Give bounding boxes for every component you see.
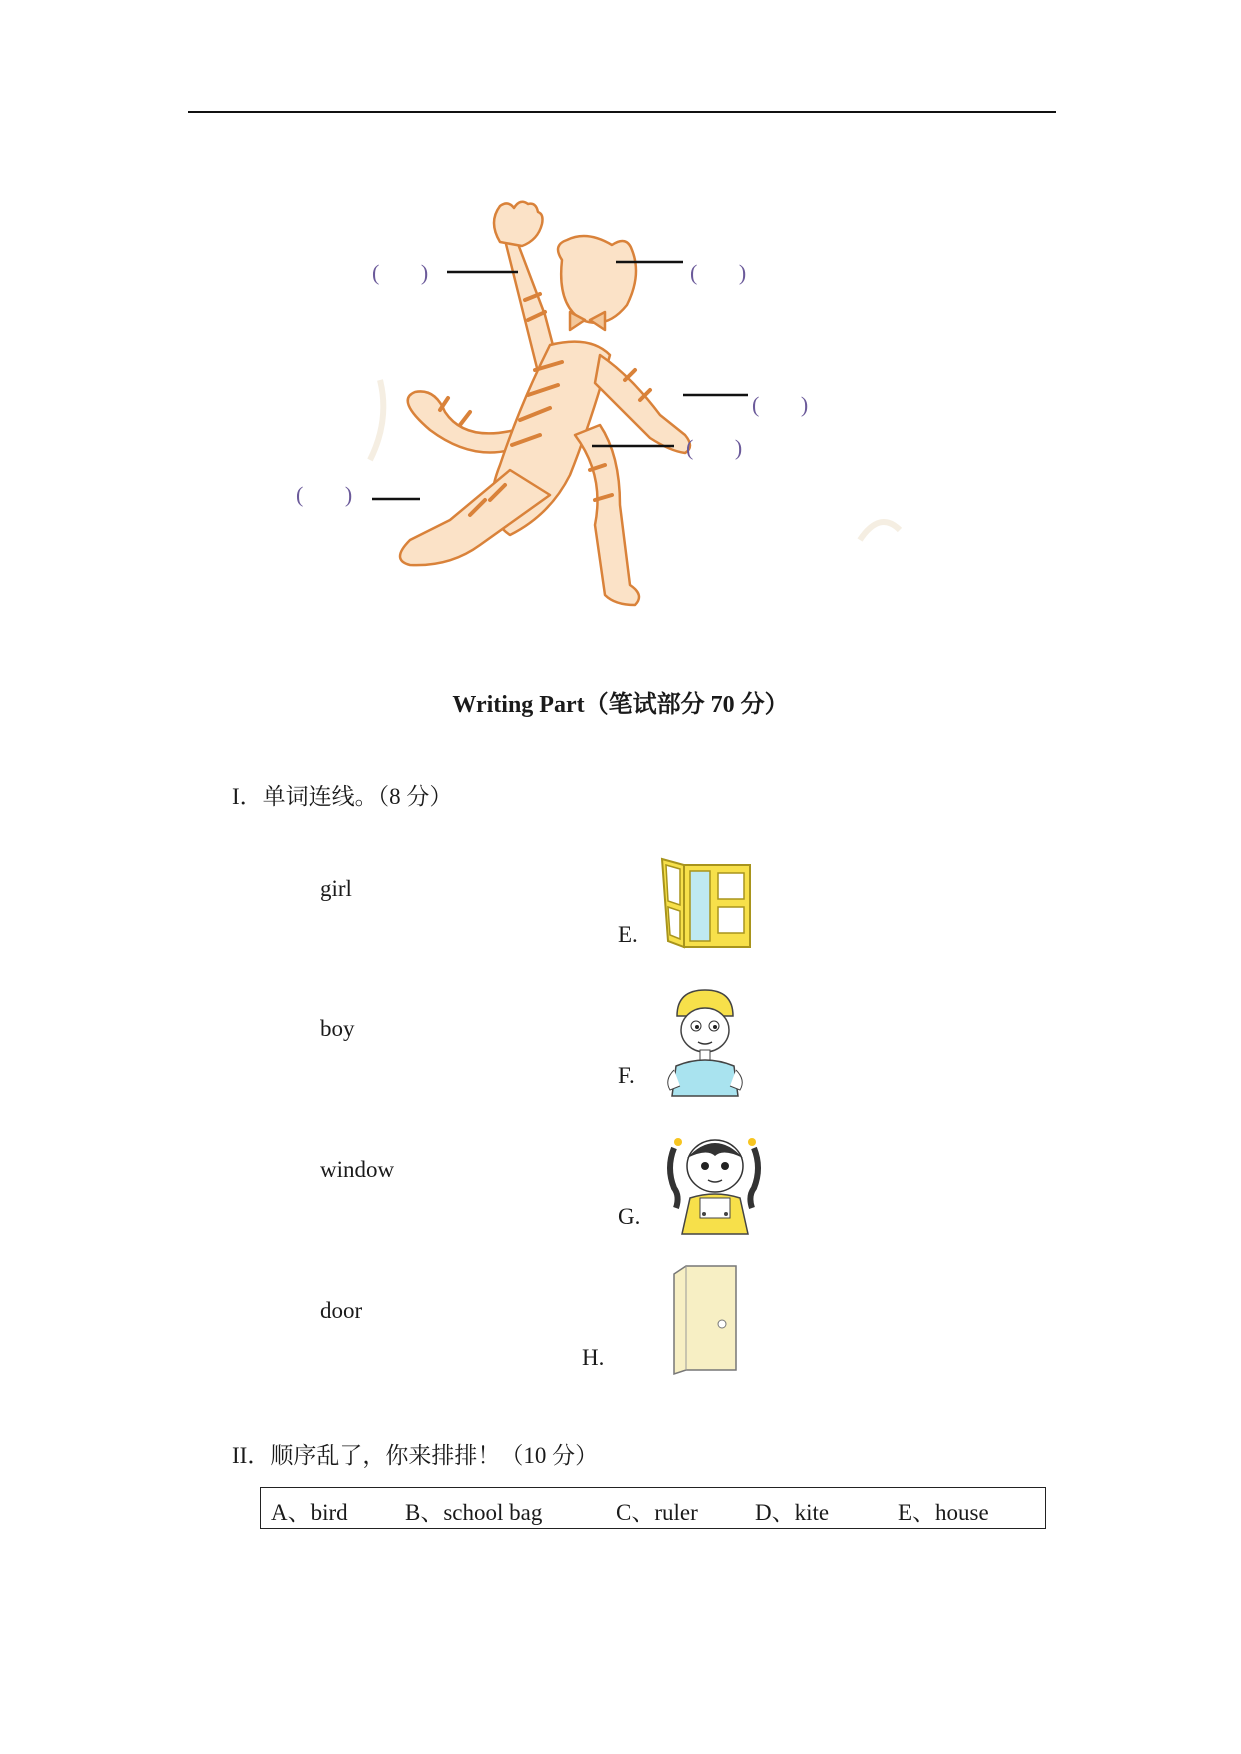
word-bank-item: A、bird [271,1500,348,1525]
part1-heading: I．单词连线。（8 分） [232,784,453,809]
boy-icon [662,986,752,1100]
label-blank-hand: ( ) [752,392,827,417]
door-icon [668,1264,742,1376]
tiger-figure [296,180,960,620]
word-bank-item: E、house [898,1500,989,1525]
word-item: girl [320,876,352,901]
word-item: door [320,1298,363,1323]
word-item: window [320,1157,395,1182]
window-icon [658,855,758,951]
option-letter: G. [618,1204,641,1229]
word-item: boy [320,1016,355,1041]
option-letter: E. [618,922,638,947]
word-bank-item: B、school bag [405,1500,543,1525]
word-bank-item: D、kite [755,1500,830,1525]
word-bank-item: C、ruler [616,1500,698,1525]
label-blank-arm: ( ) [372,260,447,285]
girl-icon [660,1128,770,1236]
header-rule [188,111,1056,113]
part2-heading: II．顺序乱了，你来排排！（10 分） [232,1443,599,1468]
label-blank-foot: ( ) [296,482,371,507]
option-letter: H. [582,1345,605,1370]
section-title: Writing Part（笔试部分 70 分） [452,692,789,718]
tiger-illustration [300,180,960,620]
label-blank-leg: ( ) [686,435,761,460]
word-bank-box [260,1487,1046,1529]
option-letter: F. [618,1063,635,1088]
label-blank-head: ( ) [690,260,765,285]
